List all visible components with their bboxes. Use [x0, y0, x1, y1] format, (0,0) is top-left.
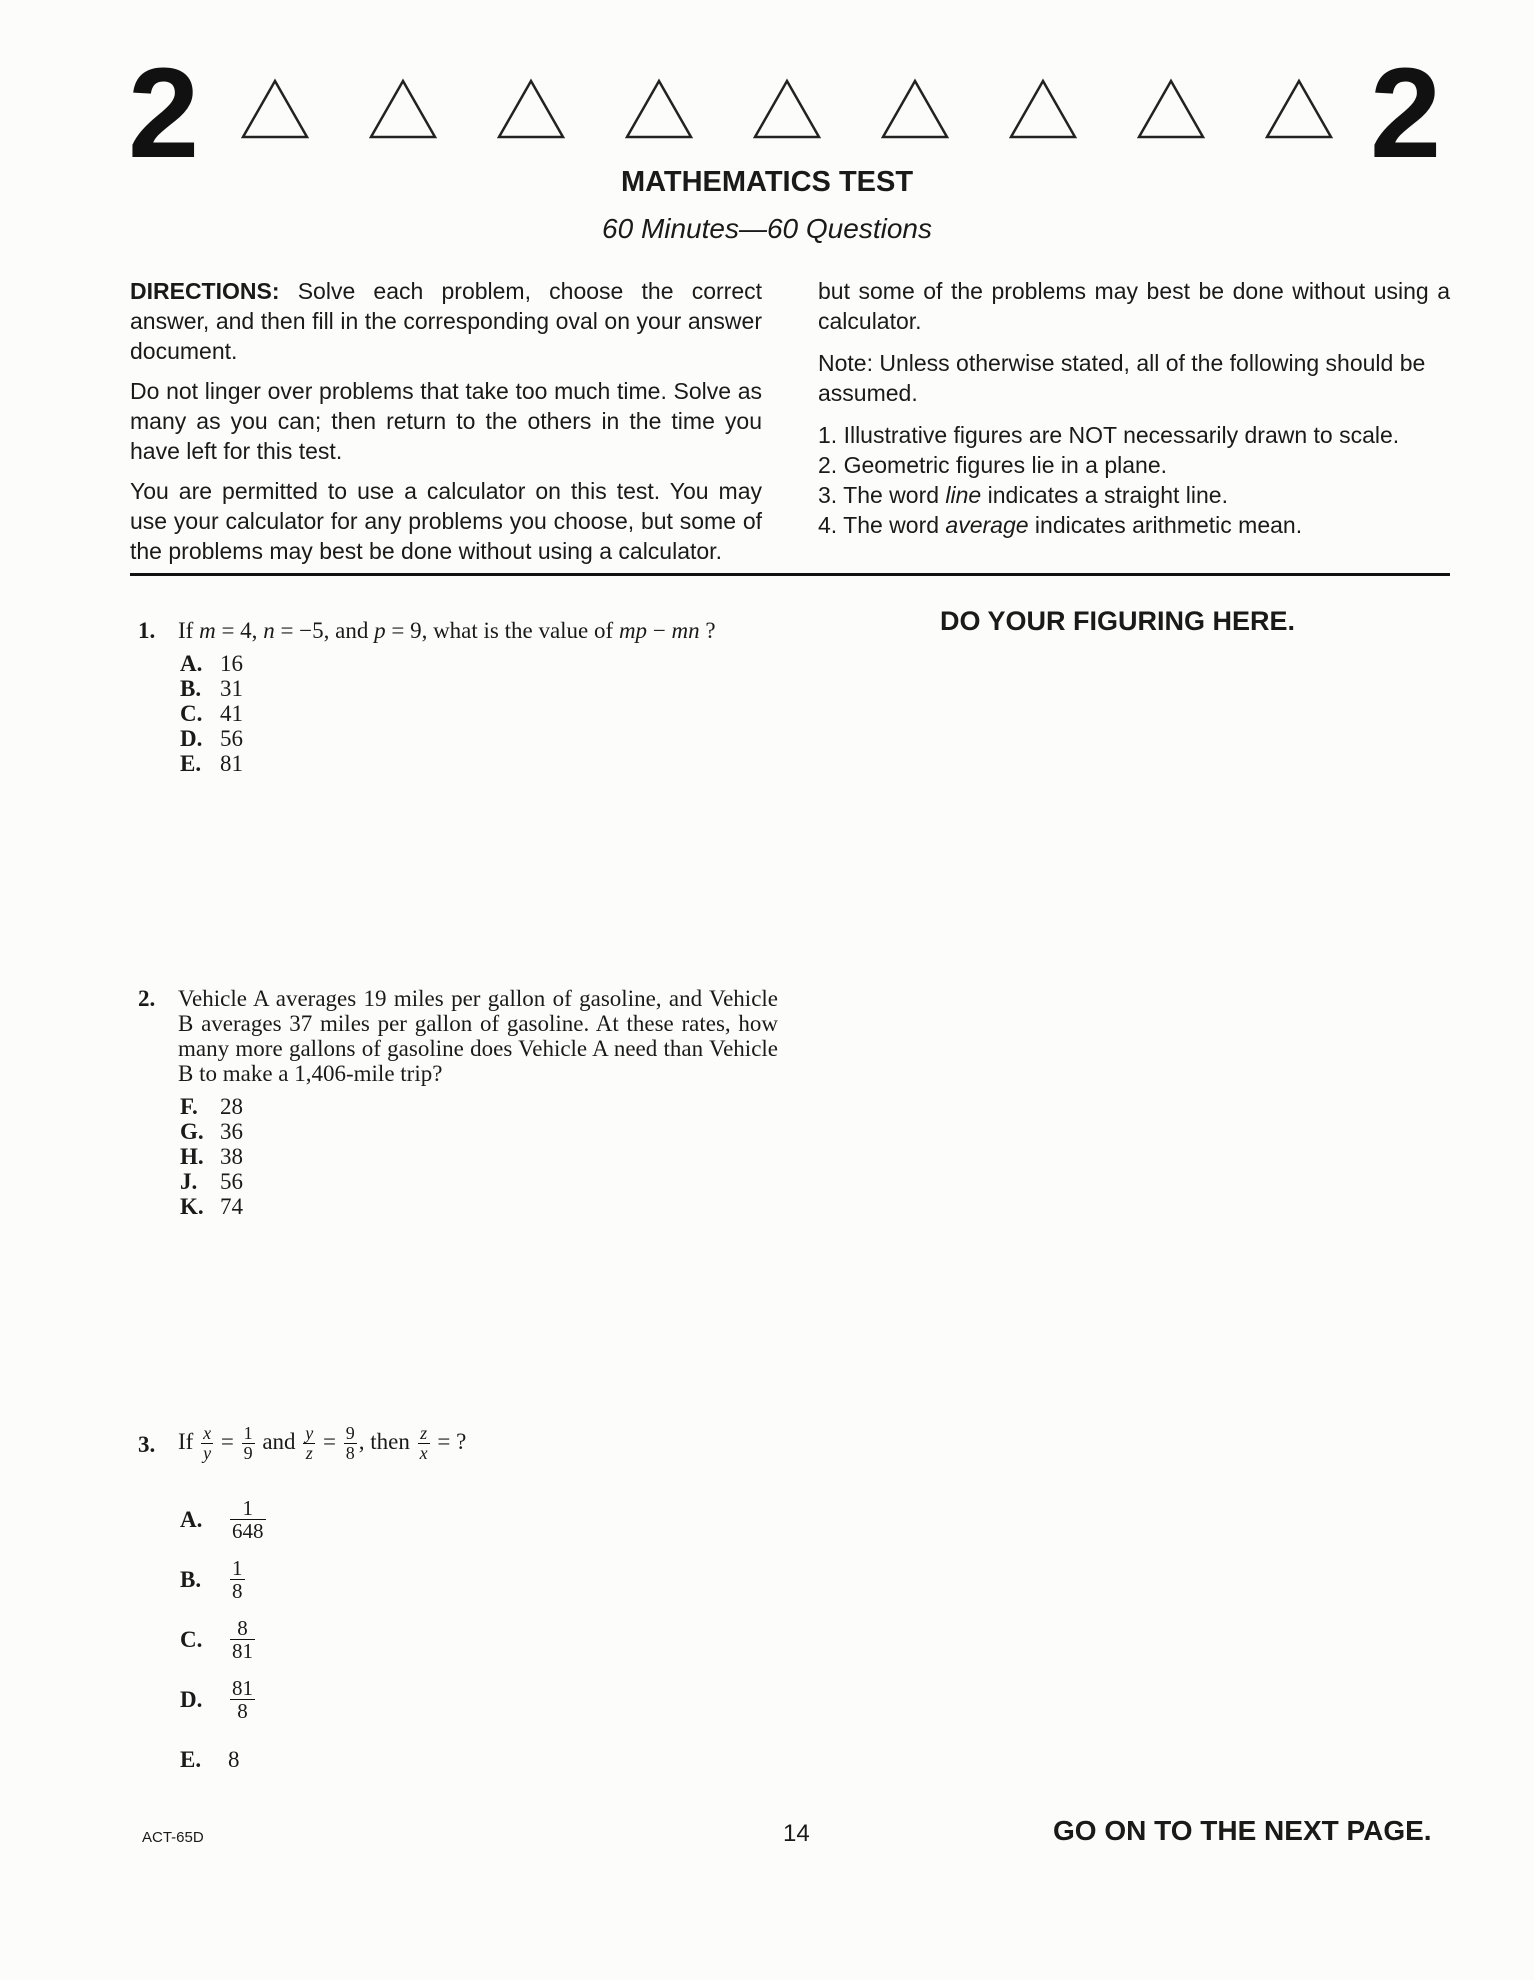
fraction-x-over-y: $\frac{x}{y}$	[203, 1423, 212, 1463]
directions-note: Note: Unless otherwise stated, all of the following should be assumed.	[818, 350, 1426, 406]
denominator: 648	[232, 1518, 264, 1543]
answer-option[interactable]	[180, 1094, 778, 1119]
directions-right-column	[818, 276, 1450, 540]
triangle-outline-icon	[1136, 78, 1206, 140]
directions-paragraph-2: Do not linger over problems that take too much time. Solve as many as you can; then return to the others in the time you have left for this test.	[130, 378, 762, 464]
fraction-1-over-9: $\frac{1}{9}$	[243, 1423, 253, 1463]
next-page-instruction: GO ON TO THE NEXT PAGE.	[1053, 1815, 1432, 1846]
section-number-left: 2	[128, 42, 200, 185]
triangle-outline-icon	[1264, 78, 1334, 140]
test-title: MATHEMATICS TEST	[620, 166, 914, 198]
option-value: 81	[220, 751, 243, 776]
denominator: 8	[232, 1578, 243, 1603]
option-letter: D.	[180, 1686, 203, 1712]
test-subtitle: 60 Minutes—60 Questions	[602, 213, 932, 244]
option-letter: B.	[180, 1566, 202, 1592]
question-number: 3.	[138, 1432, 156, 1457]
section-divider	[130, 573, 1450, 576]
fraction-y-over-z: $\frac{y}{z}$	[305, 1423, 314, 1463]
option-fraction	[230, 1677, 255, 1722]
directions-paragraph-3: You are permitted to use a calculator on this test. You may use your calculator for any problems you choose, but some of the problems may best be done without using a calculator.	[130, 478, 762, 564]
question-text: Vehicle A averages 19 miles per gallon of gasoline, and Vehicle B averages 37 miles per gallon of gasoline. At these rates, how many more gallons of gasoline does Vehicle A need than Vehicle B to make a 1,406-mile trip?	[178, 986, 778, 1086]
fraction-9-over-8: $\frac{9}{8}$	[345, 1423, 355, 1463]
question-1	[138, 618, 778, 776]
answer-option[interactable]	[180, 1729, 778, 1789]
option-value: 31	[220, 676, 243, 701]
option-value: 38	[220, 1144, 243, 1169]
triangle-outline-icon	[496, 78, 566, 140]
directions-rules	[818, 420, 1450, 540]
option-value: 36	[220, 1119, 243, 1144]
answer-options	[180, 1489, 778, 1789]
option-value: 56	[220, 726, 243, 751]
triangle-outline-icon	[880, 78, 950, 140]
page-number: 14	[783, 1820, 810, 1847]
triangle-outline-icon	[624, 78, 694, 140]
rule-item-2: 2. Geometric figures lie in a plane.	[818, 452, 1168, 478]
triangle-outline-icon	[240, 78, 310, 140]
section-number-right: 2	[1370, 42, 1442, 185]
question-2	[138, 986, 778, 1219]
directions-text-1: Solve each problem, choose the correct answer, and then fill in the corresponding oval on your answer document.	[130, 278, 763, 364]
answer-option[interactable]	[180, 726, 778, 751]
option-value: 74	[220, 1194, 243, 1219]
option-fraction	[230, 1557, 245, 1602]
triangle-outline-icon	[752, 78, 822, 140]
answer-option[interactable]	[180, 1609, 778, 1669]
numerator: 8	[230, 1617, 255, 1640]
answer-option[interactable]	[180, 1169, 778, 1194]
denominator: 8	[237, 1698, 248, 1723]
triangle-outline-icon	[1008, 78, 1078, 140]
answer-option[interactable]	[180, 1144, 778, 1169]
triangle-outline-icon	[368, 78, 438, 140]
denominator: 81	[232, 1638, 253, 1663]
option-letter: K.	[180, 1194, 204, 1219]
option-fraction	[230, 1617, 255, 1662]
directions-left-column	[130, 276, 763, 564]
numerator: 1	[232, 1555, 243, 1580]
numerator: 81	[232, 1675, 253, 1700]
option-letter: C.	[180, 1626, 203, 1652]
rule-item-1: 1. Illustrative figures are NOT necessarily drawn to scale.	[818, 422, 1400, 448]
answer-option[interactable]	[180, 1549, 778, 1609]
answer-option[interactable]	[180, 1194, 778, 1219]
question-text: If m = 4, n = −5, and p = 9, what is the value of mp − mn ?	[178, 618, 716, 643]
form-code: ACT-65D	[142, 1829, 204, 1846]
answer-options	[180, 1094, 778, 1219]
directions-paragraph-1	[130, 276, 762, 366]
option-letter: E.	[180, 1746, 202, 1772]
answer-options	[180, 651, 778, 776]
answer-option[interactable]	[180, 701, 778, 726]
numerator: 1	[230, 1497, 266, 1520]
figuring-label: DO YOUR FIGURING HERE.	[940, 606, 1296, 636]
option-letter: C.	[180, 701, 203, 726]
directions-paragraph-3-cont: but some of the problems may best be done without using a calculator.	[818, 278, 1450, 334]
option-letter: H.	[180, 1144, 204, 1169]
answer-option[interactable]	[180, 676, 778, 701]
directions-label: DIRECTIONS:	[130, 278, 280, 304]
option-letter: A.	[180, 1506, 203, 1532]
question-number: 1.	[138, 618, 156, 643]
option-value: 41	[220, 701, 243, 726]
rule-item-4: 4. The word average indicates arithmetic mean.	[818, 512, 1303, 538]
option-letter: J.	[180, 1169, 198, 1194]
option-letter: E.	[180, 751, 202, 776]
option-value: 16	[220, 651, 243, 676]
fraction-z-over-x: $\frac{z}{x}$	[419, 1423, 428, 1463]
answer-option[interactable]	[180, 1119, 778, 1144]
question-text: If $\frac{x}{y}$ = $\frac{1}{9}$ and $\frac{y}{z}$ = $\frac{9}{8}$ , then $\frac{z}{x}$ = ?	[178, 1423, 467, 1463]
answer-option[interactable]	[180, 751, 778, 776]
option-value: 28	[220, 1094, 243, 1119]
answer-option[interactable]	[180, 1489, 778, 1549]
option-letter: D.	[180, 726, 203, 751]
question-number: 2.	[138, 986, 156, 1011]
answer-option[interactable]	[180, 651, 778, 676]
option-letter: B.	[180, 676, 202, 701]
option-letter: F.	[180, 1094, 198, 1119]
question-3	[138, 1424, 778, 1789]
answer-option[interactable]	[180, 1669, 778, 1729]
option-value: 56	[220, 1169, 243, 1194]
option-fraction	[230, 1497, 266, 1542]
rule-item-3: 3. The word line indicates a straight line.	[818, 482, 1228, 508]
option-letter: G.	[180, 1119, 204, 1144]
option-letter: A.	[180, 651, 203, 676]
option-value: 8	[228, 1746, 240, 1772]
